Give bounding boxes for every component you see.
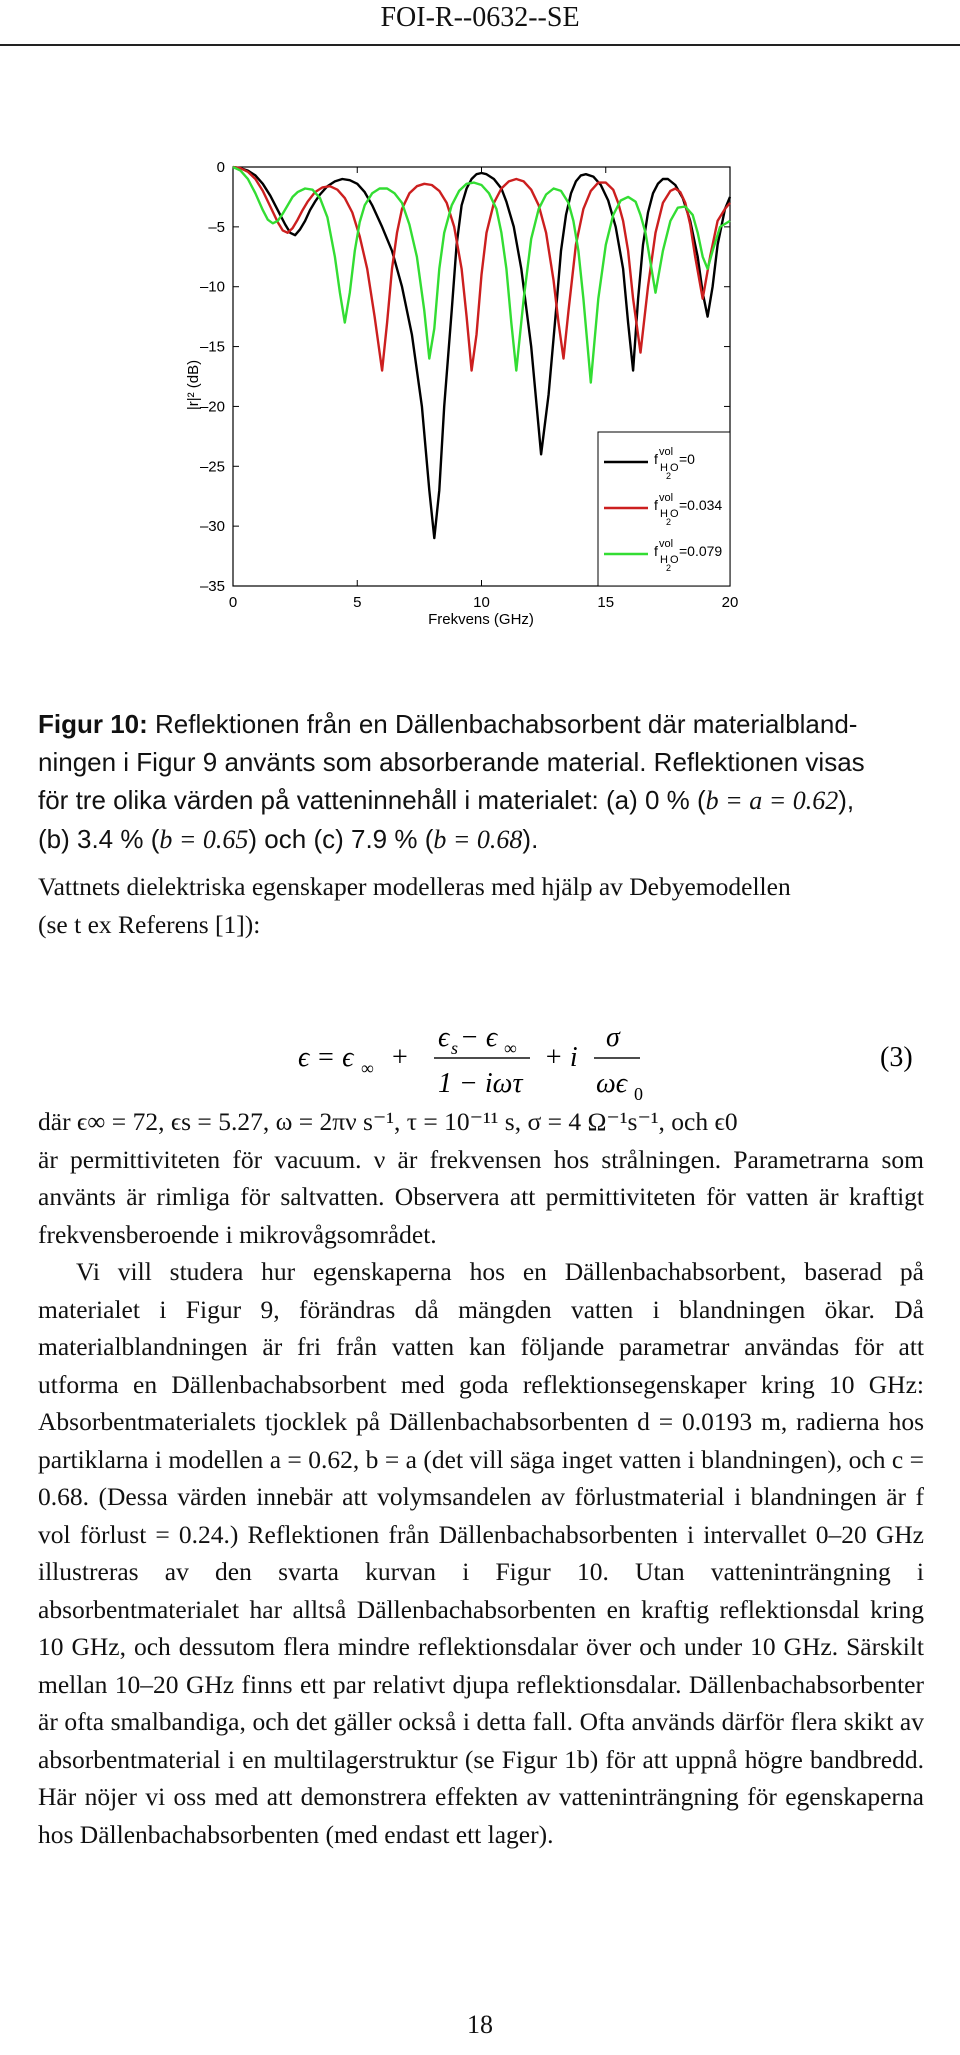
legend-f: f [654, 543, 658, 559]
eq-lhs: ϵ = ϵ [298, 1042, 354, 1073]
legend-o: O [670, 554, 679, 566]
x-axis-label: Frekvens (GHz) [428, 611, 534, 628]
paragraph-1-rest: är permittiviteten för vacuum. ν är frekvensen hos strålningen. Parametrarna som använts är rimliga för saltvatten. Observera att permittiviteten för vatten är kraftigt frekvensberoende i mikrovågsområdet. [38, 1144, 924, 1249]
definitions-line: där ϵ∞ = 72, ϵs = 5.27, ω = 2πν s⁻¹, τ = 10⁻¹¹ s, σ = 4 Ω⁻¹s⁻¹, och ϵ0 [38, 1107, 738, 1136]
y-tick-label: –25 [199, 458, 225, 476]
legend-subsub: 2 [666, 517, 672, 527]
eq-num1-mid: − ϵ [460, 1022, 498, 1053]
eq-den1: 1 − iωτ [438, 1068, 523, 1099]
y-tick-label: 0 [216, 159, 225, 176]
caption-text-3e: ), [838, 785, 855, 815]
caption-math-3: b = 0.68 [433, 825, 523, 854]
x-tick-label: 10 [473, 594, 490, 611]
caption-label: Figur 10: [38, 709, 148, 739]
x-tick-label: 20 [721, 594, 739, 611]
caption-math-2: b = 0.65 [159, 825, 249, 854]
legend-sup: vol [659, 538, 674, 550]
legend-subsub: 2 [666, 471, 672, 481]
caption-line-3 [38, 781, 918, 820]
x-tick-label: 0 [228, 594, 238, 611]
legend-o: O [670, 508, 679, 520]
y-axis-label: |r|² (dB) [185, 359, 202, 411]
caption-text-1: Reflektionen från en Dällenbachabsorbent där materialbland- [155, 709, 858, 739]
y-tick-label: –5 [208, 218, 225, 236]
eq-den2: ωϵ [596, 1068, 628, 1099]
eq-plus-1: + [392, 1042, 408, 1073]
caption-line-4 [38, 820, 918, 859]
intro-line-2: (se t ex Referens [1]): [38, 909, 261, 939]
legend-sub: H [660, 462, 668, 474]
x-tick-label: 15 [597, 594, 615, 611]
chart-legend [598, 432, 730, 586]
eq-den2-sub: 0 [634, 1084, 643, 1104]
paragraph-2: Vi vill studera hur egenskaperna hos en Dällenbachabsorbent, baserad på materialet i Figur 9, förändras då mängden vatten i blandningen ökar. Då materialblandningen är fri från vatten kan följande parametrar användas för att utforma en Dällenbachabsorbent med goda reflektionsegenskaper kring 10 GHz: Absorbentmaterialets tjocklek på Dällenbachabsorbenten d = 0.0193 m, radierna hos partiklarna i modellen a = 0.62, b = a (det vill säga inget vatten i blandningen), och c = 0.68. (Dessa värden innebär att volymsandelen av förlustmaterial i blandningen är f vol förlust = 0.24.) Reflektionen från Dällenbachabsorbenten i intervallet 0–20 GHz illustreras av den svarta kurvan i Figur 10. Utan vatteninträngning i absorbentmaterialet har alltså Dällenbachabsorbenten en kraftig reflektionsdal kring 10 GHz, och dessutom flera mindre reflektionsdalar över och under 10 GHz. Särskilt mellan 10–20 GHz finns ett par relativt djupa reflektionsdalar. Dällenbachabsorbenter är ofta smalbandiga, och det gäller också i detta fall. Ofta används därför flera skikt av absorbentmaterial i en multilagerstruktur (se Figur 1b) för att uppnå högre bandbredd. Här nöjer vi oss med att demonstrera effekten av vatteninträngning för egenskaperna hos Dällenbachabsorbenten (med endast ett lager). [38, 1257, 924, 1849]
legend-value: =0.034 [679, 497, 723, 513]
legend-sup: vol [659, 492, 674, 504]
caption-text-4a: (b) 3.4 % ( [38, 824, 160, 854]
header-rule [0, 44, 960, 46]
eq-num1: ϵ [438, 1022, 450, 1053]
caption-line-1 [38, 705, 918, 743]
legend-o: O [670, 462, 679, 474]
legend-value: =0 [679, 451, 695, 467]
eq-num2: σ [606, 1022, 620, 1053]
y-tick-label: –10 [199, 278, 225, 296]
debye-equation [0, 1000, 960, 1110]
legend-f: f [654, 497, 658, 513]
x-tick-label: 5 [353, 594, 362, 611]
caption-text-4c: ). [522, 824, 539, 854]
eq-num1-sub: s [451, 1038, 459, 1058]
caption-text-4b: ) och (c) 7.9 % ( [248, 824, 434, 854]
page-number: 18 [467, 2010, 493, 2039]
reflection-chart [0, 120, 960, 660]
y-axis-label-group [185, 360, 202, 410]
eq-number: (3) [880, 1042, 913, 1073]
y-tick-label: –30 [199, 518, 225, 536]
series-line-1 [233, 167, 730, 371]
eq-lhs-sub: ∞ [361, 1058, 374, 1078]
intro-line-1: Vattnets dielektriska egenskaper modelleras med hjälp av Debyemodellen [38, 872, 791, 901]
legend-f: f [654, 451, 658, 467]
legend-sub: H [660, 508, 668, 520]
eq-num1-sub2: ∞ [504, 1038, 517, 1058]
eq-plus-2: + i [544, 1042, 578, 1073]
caption-math-1: b = a = 0.62 [705, 786, 839, 815]
legend-subsub: 2 [666, 563, 672, 573]
legend-sup: vol [659, 446, 674, 458]
y-tick-label: –35 [199, 578, 225, 595]
caption-text-3: för tre olika värden på vatteninnehåll i materialet: (a) 0 % ( [38, 785, 706, 815]
legend-value: =0.079 [679, 543, 723, 559]
legend-sub: H [660, 554, 668, 566]
y-tick-label: –15 [199, 338, 225, 356]
caption-line-2: ningen i Figur 9 använts som absorberande material. Reflektionen visas [38, 747, 865, 777]
report-header: FOI-R--0632--SE [380, 2, 580, 33]
figure-caption [38, 705, 918, 859]
y-tick-label: –20 [199, 398, 225, 416]
